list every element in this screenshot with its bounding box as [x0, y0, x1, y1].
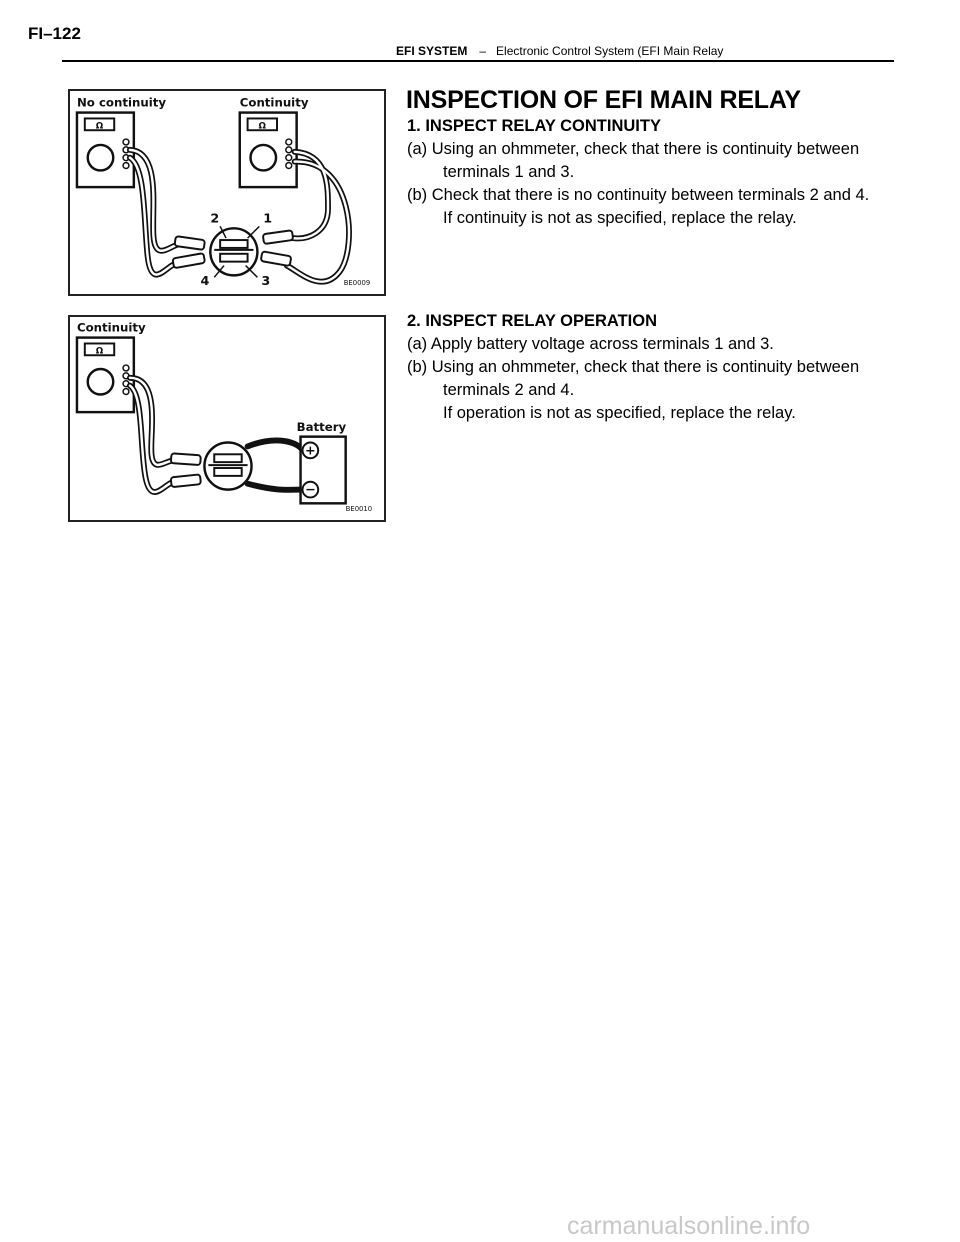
- step-1b-text: (b) Check that there is no continuity between terminals 2 and 4.: [407, 186, 870, 204]
- step-1-note: If continuity is not as specified, replace the relay.: [443, 209, 797, 227]
- ohmmeter-right-icon: [240, 113, 297, 188]
- step-2-note: If operation is not as specified, replace the relay.: [443, 404, 796, 422]
- step-1-block: [407, 115, 897, 230]
- relay-icon: [204, 443, 251, 490]
- terminal-1-label: 1: [263, 211, 273, 227]
- step-2b-text: (b) Using an ohmmeter, check that there is continuity between terminals 2 and 4.: [407, 358, 860, 399]
- plus-icon: +: [305, 443, 316, 459]
- relay-continuity-illustration: [70, 91, 384, 294]
- ohm-icon: Ω: [258, 121, 267, 132]
- step-2a-text: (a) Apply battery voltage across terminals 1 and 3.: [407, 335, 774, 353]
- ohm-icon: Ω: [95, 121, 104, 132]
- page-number: FI–122: [28, 24, 81, 43]
- terminal-2-label: 2: [210, 211, 220, 227]
- header-section: Electronic Control System (EFI Main Relay: [496, 44, 724, 58]
- ohmmeter-icon: [77, 338, 134, 413]
- ohm-icon: Ω: [95, 346, 104, 357]
- running-header: [396, 44, 723, 58]
- figure-relay-operation: [68, 315, 386, 522]
- step-2-heading: 2. INSPECT RELAY OPERATION: [407, 312, 657, 330]
- terminal-4-label: 4: [200, 274, 210, 290]
- page-title: INSPECTION OF EFI MAIN RELAY: [406, 86, 801, 114]
- label-no-continuity: No continuity: [76, 95, 167, 110]
- figure-code: BE0009: [343, 279, 371, 288]
- label-continuity: Continuity: [239, 95, 309, 110]
- header-system: EFI SYSTEM: [396, 44, 468, 58]
- terminal-3-label: 3: [261, 274, 271, 290]
- header-separator: –: [479, 44, 487, 58]
- probe-tips: [171, 453, 201, 487]
- ohmmeter-left-icon: [77, 113, 134, 188]
- relay-operation-illustration: [70, 317, 384, 520]
- step-1a-text: (a) Using an ohmmeter, check that there is continuity between terminals 1 and 3.: [407, 140, 860, 181]
- figure-code: BE0010: [345, 505, 373, 514]
- header-rule: [62, 60, 894, 62]
- label-battery: Battery: [296, 419, 347, 434]
- step-1-heading: 1. INSPECT RELAY CONTINUITY: [407, 117, 661, 135]
- figure-relay-continuity: [68, 89, 386, 296]
- watermark: carmanualsonline.info: [567, 1212, 811, 1240]
- minus-icon: −: [305, 482, 316, 498]
- step-2-block: [407, 310, 897, 425]
- label-continuity: Continuity: [76, 320, 146, 335]
